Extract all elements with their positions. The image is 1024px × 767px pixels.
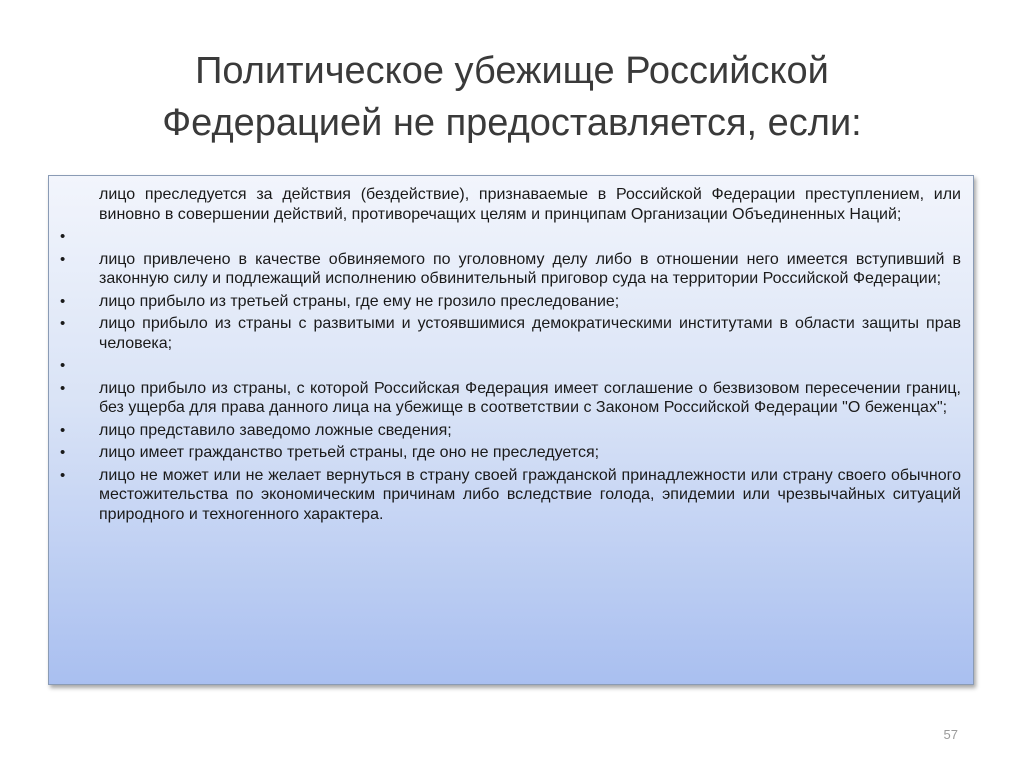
slide-title-line-2: Федерацией не предоставляется, если: [162,102,862,144]
bullet-marker: • [60,292,66,310]
list-item-text: лицо имеет гражданство третьей страны, где оно не преследуется; [99,444,600,461]
bullet-marker: • [60,379,66,397]
list-item-text: лицо прибыло из третьей страны, где ему не грозило преследование; [99,292,620,310]
list-item [59,314,961,353]
list-item-text: лицо не может или не желает вернуться в страну своей гражданской принадлежности или страну своего обычного местожительства по экономическим причинам либо вследствие голода, эпидемии или чрезвычайных ситуаций природного и техногенного характера. [99,466,961,523]
bullet-marker: • [60,466,66,484]
bullet-marker: • [60,421,66,439]
bullet-marker: • [60,250,66,268]
list-item [59,379,961,418]
list-item [59,356,961,376]
list-item [59,443,961,463]
list-item [59,250,961,289]
list-item [59,185,961,224]
bullet-marker: • [60,444,66,461]
content-box [48,175,974,685]
bullet-marker: • [60,315,66,332]
list-item-text: лицо привлечено в качестве обвиняемого по уголовному делу либо в отношении него имеется вступивший в законную силу и подлежащий исполнению обвинительный приговор суда на территории Российской Федерации; [99,250,961,287]
list-item-text: лицо преследуется за действия (бездействие), признаваемые в Российской Федерации преступлением, или виновно в совершении действий, противоречащих целям и принципам Организации Объединенных Наций; [99,186,961,223]
list-item [59,466,961,525]
bullet-list [59,185,961,524]
list-item-text: лицо прибыло из страны с развитыми и устоявшимися демократическими институтами в области защиты прав человека; [99,315,961,352]
list-item-text: лицо представило заведомо ложные сведения; [99,421,452,439]
list-item [59,292,961,312]
list-item [59,227,961,247]
list-item [59,421,961,441]
bullet-marker: • [60,357,66,374]
bullet-marker: • [60,228,66,245]
list-item-text: лицо прибыло из страны, с которой Российская Федерация имеет соглашение о безвизовом пересечении границ, без ущерба для права данного лица на убежище в соответствии с Законом Российской Федерации "О беженцах"; [99,379,961,416]
page-number: 57 [943,727,958,742]
slide-title [70,45,954,149]
slide-title-line-1: Политическое убежище Российской [195,50,829,92]
